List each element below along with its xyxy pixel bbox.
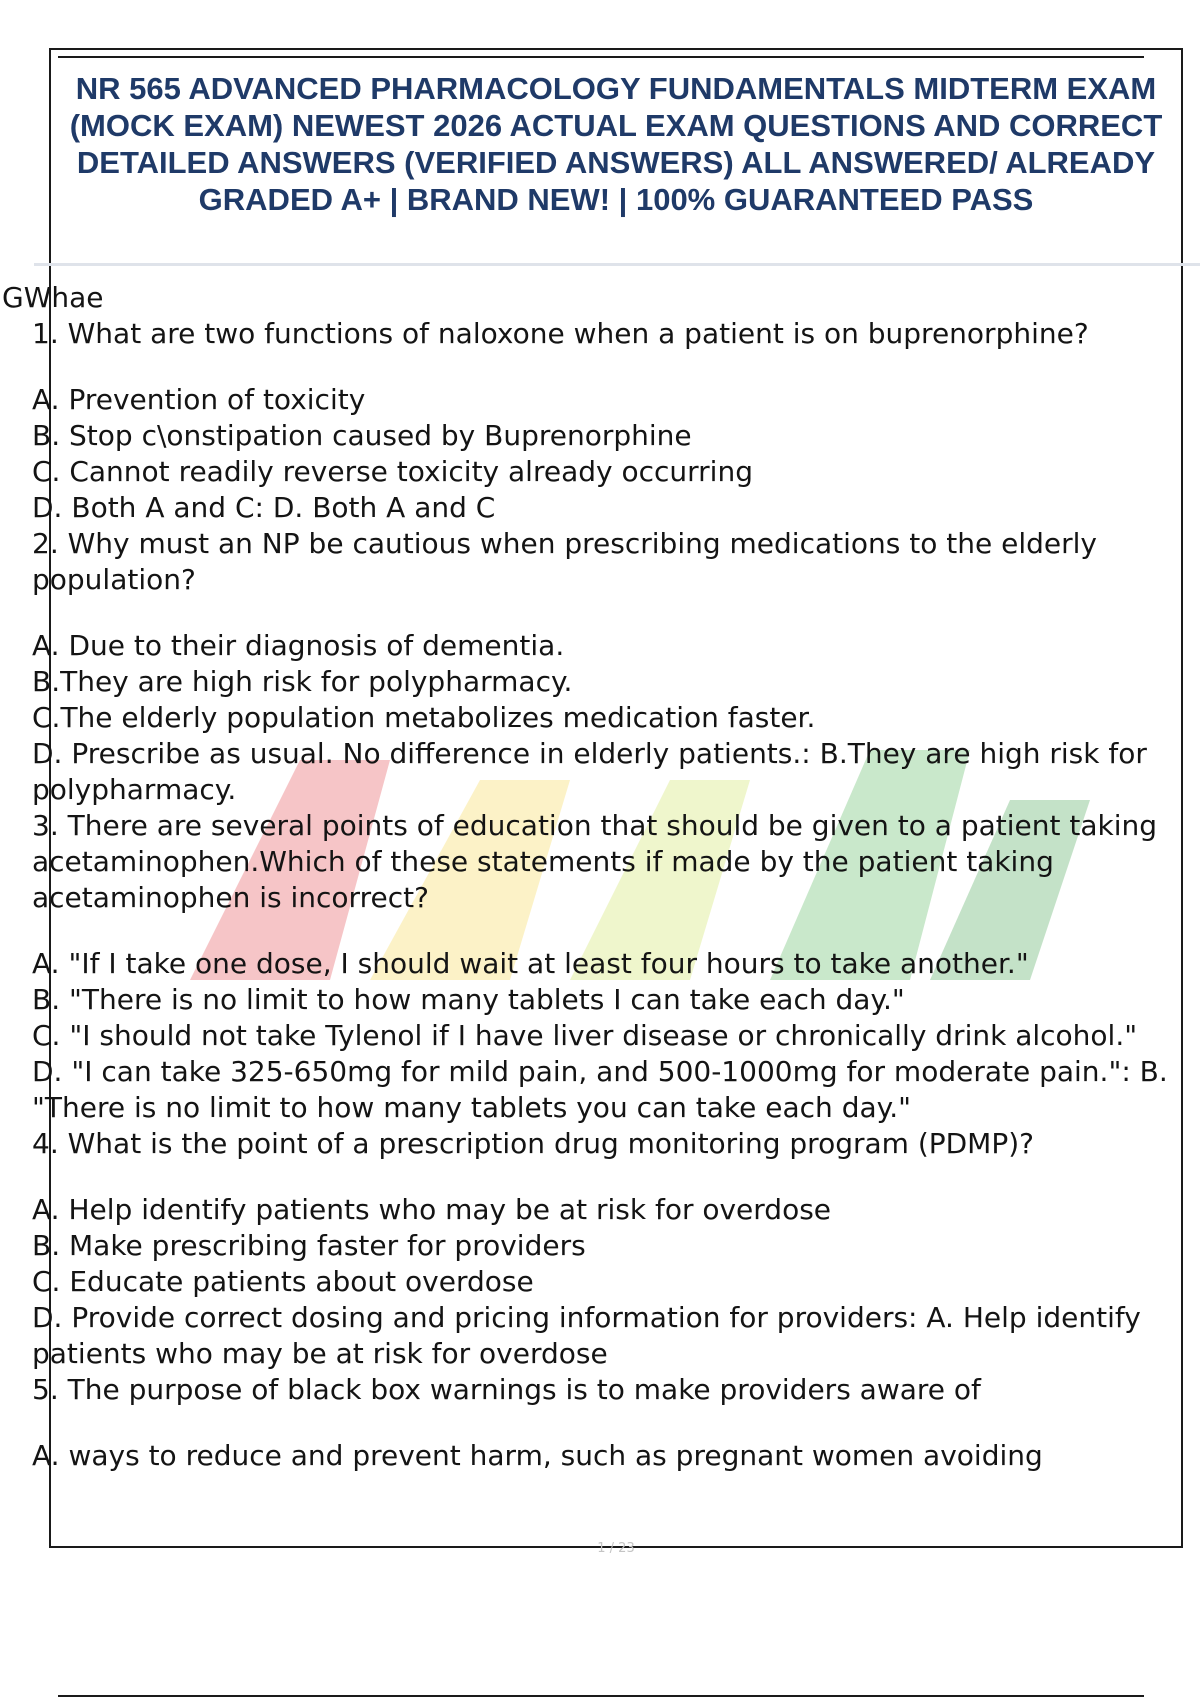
uploader-name: GWhae	[2, 281, 104, 314]
question-2	[0, 526, 1190, 808]
question-text: acetaminophen is incorrect?	[32, 881, 429, 914]
page-number: 1 / 23	[597, 1541, 635, 1556]
header-divider	[34, 263, 1200, 266]
option-c: C. "I should not take Tylenol if I have liver disease or chronically drink alcohol."	[32, 1019, 1138, 1052]
question-text: 3. There are several points of education that should be given to a patient taking	[32, 809, 1158, 842]
option-a: A. Due to their diagnosis of dementia.	[32, 629, 565, 662]
answer-continuation: "There is no limit to how many tablets you can take each day."	[32, 1091, 911, 1124]
question-text: acetaminophen.Which of these statements if made by the patient taking	[32, 845, 1054, 878]
option-c: C. Educate patients about overdose	[32, 1265, 534, 1298]
title-line: NR 565 ADVANCED PHARMACOLOGY FUNDAMENTALS MIDTERM EXAM	[75, 71, 1157, 106]
option-c: C. Cannot readily reverse toxicity already occurring	[32, 455, 753, 488]
option-a: A. Help identify patients who may be at risk for overdose	[32, 1193, 832, 1226]
bottom-rule	[58, 1695, 1144, 1697]
question-4	[0, 1126, 1190, 1372]
option-a: A. Prevention of toxicity	[32, 383, 366, 416]
option-a: A. "If I take one dose, I should wait at least four hours to take another."	[32, 947, 1029, 980]
document-title	[49, 70, 1183, 218]
option-b: B. Stop c\onstipation caused by Buprenorphine	[32, 419, 692, 452]
option-d-answer: D. Provide correct dosing and pricing information for providers: A. Help identify	[32, 1301, 1141, 1334]
option-d-answer: D. Both A and C: D. Both A and C	[32, 491, 496, 524]
question-text: population?	[32, 563, 196, 596]
option-c: C.The elderly population metabolizes medication faster.	[32, 701, 816, 734]
question-text: 2. Why must an NP be cautious when prescribing medications to the elderly	[32, 527, 1097, 560]
option-b: B.They are high risk for polypharmacy.	[32, 665, 573, 698]
option-b: B. Make prescribing faster for providers	[32, 1229, 586, 1262]
option-d-answer: D. "I can take 325-650mg for mild pain, and 500-1000mg for moderate pain.": B.	[32, 1055, 1168, 1088]
answer-continuation: polypharmacy.	[32, 773, 237, 806]
title-line: (MOCK EXAM) NEWEST 2026 ACTUAL EXAM QUESTIONS AND CORRECT	[69, 108, 1163, 143]
question-text: 4. What is the point of a prescription drug monitoring program (PDMP)?	[32, 1127, 1035, 1160]
question-3	[0, 808, 1190, 1126]
option-d-answer: D. Prescribe as usual. No difference in elderly patients.: B.They are high risk for	[32, 737, 1147, 770]
answer-continuation: patients who may be at risk for overdose	[32, 1337, 608, 1370]
option-a: A. ways to reduce and prevent harm, such as pregnant women avoiding	[32, 1439, 1043, 1472]
question-5	[0, 1372, 1190, 1474]
top-rule	[58, 56, 1144, 58]
question-text: 5. The purpose of black box warnings is to make providers aware of	[32, 1373, 981, 1406]
question-text: 1. What are two functions of naloxone when a patient is on buprenorphine?	[32, 317, 1089, 350]
option-b: B. "There is no limit to how many tablets I can take each day."	[32, 983, 905, 1016]
question-1	[0, 316, 1190, 526]
question-list	[0, 280, 1190, 1474]
title-line: GRADED A+ | BRAND NEW! | 100% GUARANTEED PASS	[198, 182, 1034, 217]
title-line: DETAILED ANSWERS (VERIFIED ANSWERS) ALL ANSWERED/ ALREADY	[76, 145, 1156, 180]
